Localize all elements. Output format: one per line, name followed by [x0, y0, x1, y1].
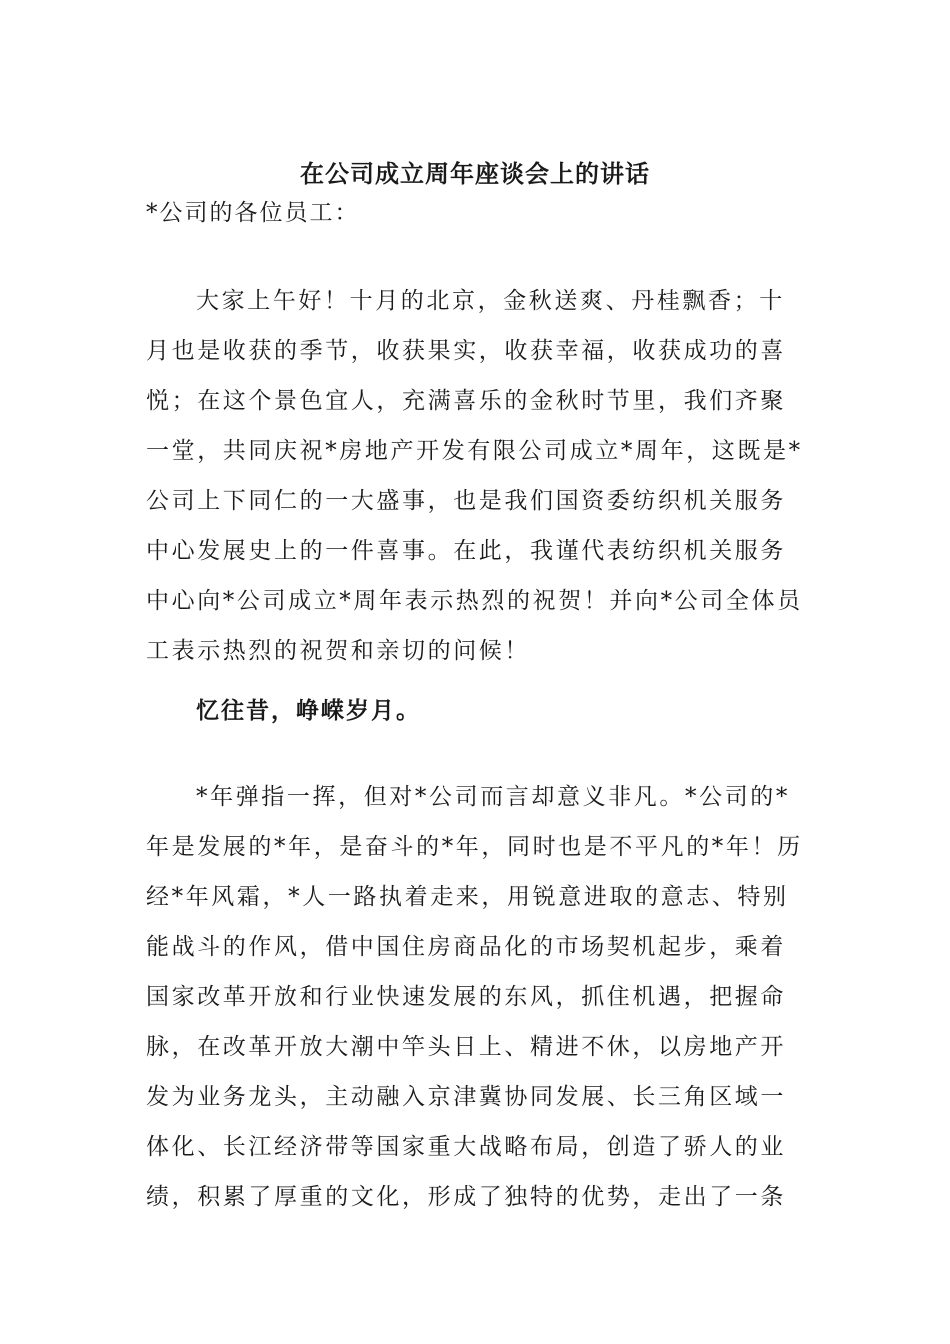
- text-line: 经*年风霜，*人一路执着走来，用锐意进取的意志、特别: [146, 884, 789, 910]
- text-line: *年弹指一挥，但对*公司而言却意义非凡。*公司的*: [196, 784, 790, 810]
- text-line: 能战斗的作风，借中国住房商品化的市场契机起步，乘着: [146, 934, 786, 960]
- paragraph-greeting: [146, 276, 806, 676]
- document-title: 在公司成立周年座谈会上的讲话: [300, 159, 650, 188]
- text-line: 脉，在改革开放大潮中竿头日上、精进不休，以房地产开: [146, 1034, 786, 1060]
- section-heading: 忆往昔，峥嵘岁月。: [196, 697, 421, 724]
- text-line: 年是发展的*年，是奋斗的*年，同时也是不平凡的*年！历: [146, 834, 803, 860]
- text-line: 绩，积累了厚重的文化，形成了独特的优势，走出了一条: [146, 1184, 786, 1210]
- text-line: 中心向*公司成立*周年表示热烈的祝贺！并向*公司全体员: [146, 588, 803, 614]
- text-line: 公司上下同仁的一大盛事，也是我们国资委纺织机关服务: [146, 488, 786, 514]
- text-line: 国家改革开放和行业快速发展的东风，抓住机遇，把握命: [146, 984, 786, 1010]
- text-line: 悦；在这个景色宜人，充满喜乐的金秋时节里，我们齐聚: [146, 388, 786, 414]
- salutation: *公司的各位员工：: [146, 200, 360, 226]
- text-line: 月也是收获的季节，收获果实，收获幸福，收获成功的喜: [146, 338, 786, 364]
- paragraph-history: [146, 772, 806, 1222]
- text-line: 工表示热烈的祝贺和亲切的问候！: [146, 638, 530, 664]
- text-line: 中心发展史上的一件喜事。在此，我谨代表纺织机关服务: [146, 538, 786, 564]
- text-line: 一堂，共同庆祝*房地产开发有限公司成立*周年，这既是*: [146, 438, 803, 464]
- text-line: 体化、长江经济带等国家重大战略布局，创造了骄人的业: [146, 1134, 786, 1160]
- text-line: 发为业务龙头，主动融入京津冀协同发展、长三角区域一: [146, 1084, 786, 1110]
- text-line: 大家上午好！十月的北京，金秋送爽、丹桂飘香；十: [196, 288, 785, 314]
